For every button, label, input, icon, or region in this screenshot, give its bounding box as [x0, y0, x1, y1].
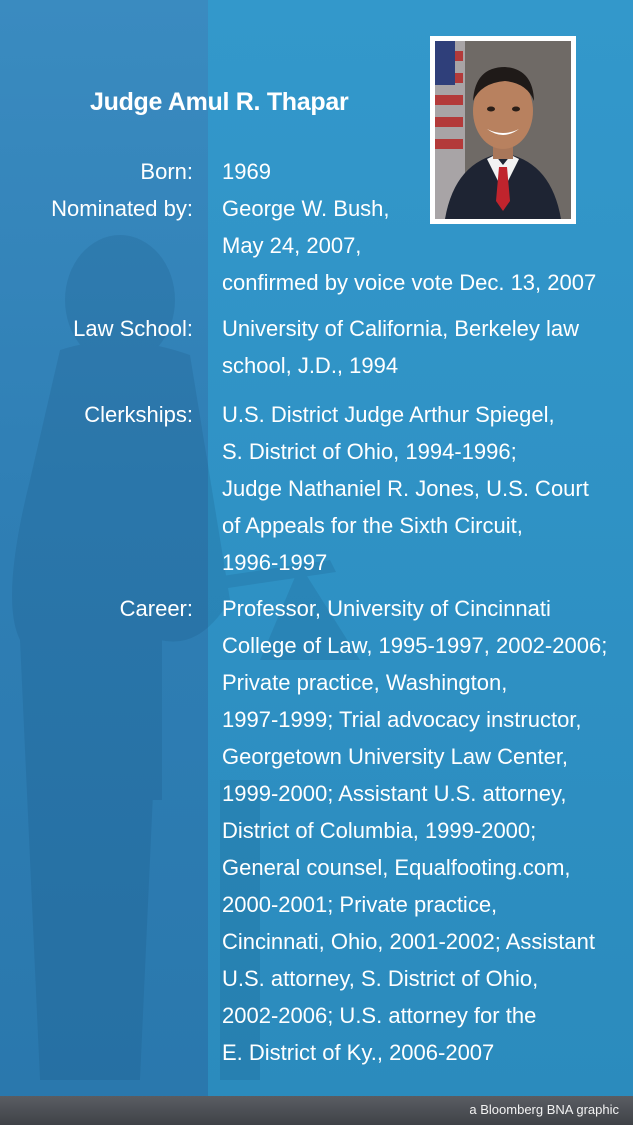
- career-line: U.S. attorney, S. District of Ohio,: [222, 966, 539, 991]
- born-line: 1969: [222, 159, 271, 184]
- nominated-by-line: May 24, 2007,: [222, 233, 362, 258]
- career-line: Private practice, Washington,: [222, 670, 508, 695]
- clerkships-line: 1996-1997: [222, 550, 328, 575]
- law-school-line: school, J.D., 1994: [222, 353, 399, 378]
- career-line: Georgetown University Law Center,: [222, 744, 569, 769]
- nominated-by-label: Nominated by:: [51, 196, 193, 221]
- career-line: 2000-2001; Private practice,: [222, 892, 498, 917]
- career-line: Cincinnati, Ohio, 2001-2002; Assistant: [222, 929, 596, 954]
- born-label: Born:: [140, 159, 193, 184]
- career-line: 1997-1999; Trial advocacy instructor,: [222, 707, 582, 732]
- law-school-label: Law School:: [73, 316, 193, 341]
- clerkships-line: Judge Nathaniel R. Jones, U.S. Court: [222, 476, 589, 501]
- clerkships-line: U.S. District Judge Arthur Spiegel,: [222, 402, 555, 427]
- nominated-by-value: [222, 190, 627, 301]
- clerkships-line: of Appeals for the Sixth Circuit,: [222, 513, 523, 538]
- law-school-line: University of California, Berkeley law: [222, 316, 580, 341]
- clerkships-line: S. District of Ohio, 1994-1996;: [222, 439, 517, 464]
- career-line: 1999-2000; Assistant U.S. attorney,: [222, 781, 567, 806]
- career-line: College of Law, 1995-1997, 2002-2006;: [222, 633, 608, 658]
- career-line: Professor, University of Cincinnati: [222, 596, 551, 621]
- footer-bar: [0, 1096, 633, 1125]
- career-line: District of Columbia, 1999-2000;: [222, 818, 537, 843]
- page-title: Judge Amul R. Thapar: [90, 88, 349, 116]
- clerkships-label: Clerkships:: [84, 402, 193, 427]
- law-school-value: [222, 310, 627, 384]
- born-value: [222, 153, 627, 190]
- nominated-by-line: confirmed by voice vote Dec. 13, 2007: [222, 270, 597, 295]
- nominated-by-line: George W. Bush,: [222, 196, 390, 221]
- clerkships-value: [222, 396, 627, 581]
- career-value: [222, 590, 627, 1071]
- career-line: 2002-2006; U.S. attorney for the: [222, 1003, 537, 1028]
- career-label: Career:: [119, 596, 193, 621]
- career-line: General counsel, Equalfooting.com,: [222, 855, 571, 880]
- career-line: E. District of Ky., 2006-2007: [222, 1040, 495, 1065]
- footer-credit: a Bloomberg BNA graphic: [469, 1102, 619, 1117]
